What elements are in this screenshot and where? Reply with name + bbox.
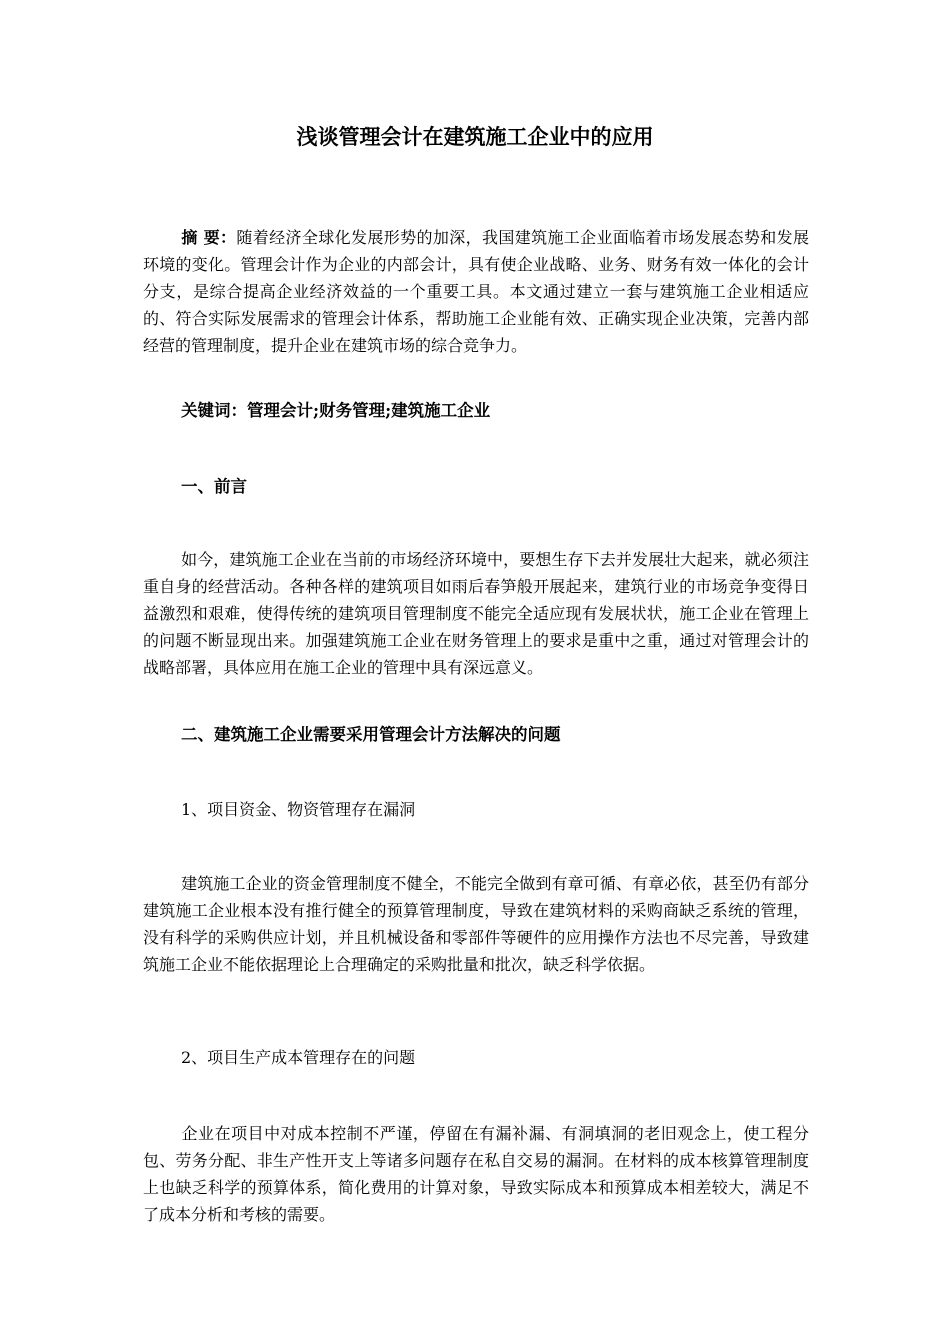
section1-heading: 一、前言 bbox=[181, 477, 247, 496]
keywords-line bbox=[181, 398, 490, 424]
section2-heading: 二、建筑施工企业需要采用管理会计方法解决的问题 bbox=[181, 725, 561, 744]
abstract-label: 摘 要： bbox=[181, 228, 237, 247]
subsection2-heading: 2、项目生产成本管理存在的问题 bbox=[181, 1048, 416, 1067]
abstract-paragraph bbox=[143, 224, 809, 359]
subsection1-heading: 1、项目资金、物资管理存在漏洞 bbox=[181, 800, 416, 819]
subsection2-paragraph bbox=[143, 1120, 809, 1228]
keywords-text: 管理会计;财务管理;建筑施工企业 bbox=[247, 401, 491, 420]
section1-text: 如今，建筑施工企业在当前的市场经济环境中，要想生存下去并发展壮大起来，就必须注重自身的经营活动。各种各样的建筑项目如雨后春笋般开展起来，建筑行业的市场竞争变得日益激烈和艰难，使得传统的建筑项目管理制度不能完全适应现有发展状状，施工企业在管理上的问题不断显现出来。加强建筑施工企业在财务管理上的要求是重中之重，通过对管理会计的战略部署，具体应用在施工企业的管理中具有深远意义。 bbox=[143, 550, 809, 677]
subsection1-text: 建筑施工企业的资金管理制度不健全，不能完全做到有章可循、有章必依，甚至仍有部分建筑施工企业根本没有推行健全的预算管理制度，导致在建筑材料的采购商缺乏系统的管理，没有科学的采购供应计划，并且机械设备和零部件等硬件的应用操作方法也不尽完善，导致建筑施工企业不能依据理论上合理确定的采购批量和批次，缺乏科学依据。 bbox=[143, 874, 809, 974]
keywords-label: 关键词： bbox=[181, 401, 247, 420]
subsection1-paragraph bbox=[143, 870, 809, 978]
subsection2-text: 企业在项目中对成本控制不严谨，停留在有漏补漏、有洞填洞的老旧观念上，使工程分包、劳务分配、非生产性开支上等诸多问题存在私自交易的漏洞。在材料的成本核算管理制度上也缺乏科学的预算体系，简化费用的计算对象，导致实际成本和预算成本相差较大，满足不了成本分析和考核的需要。 bbox=[143, 1124, 809, 1224]
section1-paragraph bbox=[143, 546, 809, 681]
document-title: 浅谈管理会计在建筑施工企业中的应用 bbox=[296, 124, 654, 149]
abstract-text: 随着经济全球化发展形势的加深，我国建筑施工企业面临着市场发展态势和发展环境的变化。管理会计作为企业的内部会计，具有使企业战略、业务、财务有效一体化的会计分支，是综合提高企业经济效益的一个重要工具。本文通过建立一套与建筑施工企业相适应的、符合实际发展需求的管理会计体系，帮助施工企业能有效、正确实现企业决策，完善内部经营的管理制度，提升企业在建筑市场的综合竞争力。 bbox=[143, 228, 809, 355]
